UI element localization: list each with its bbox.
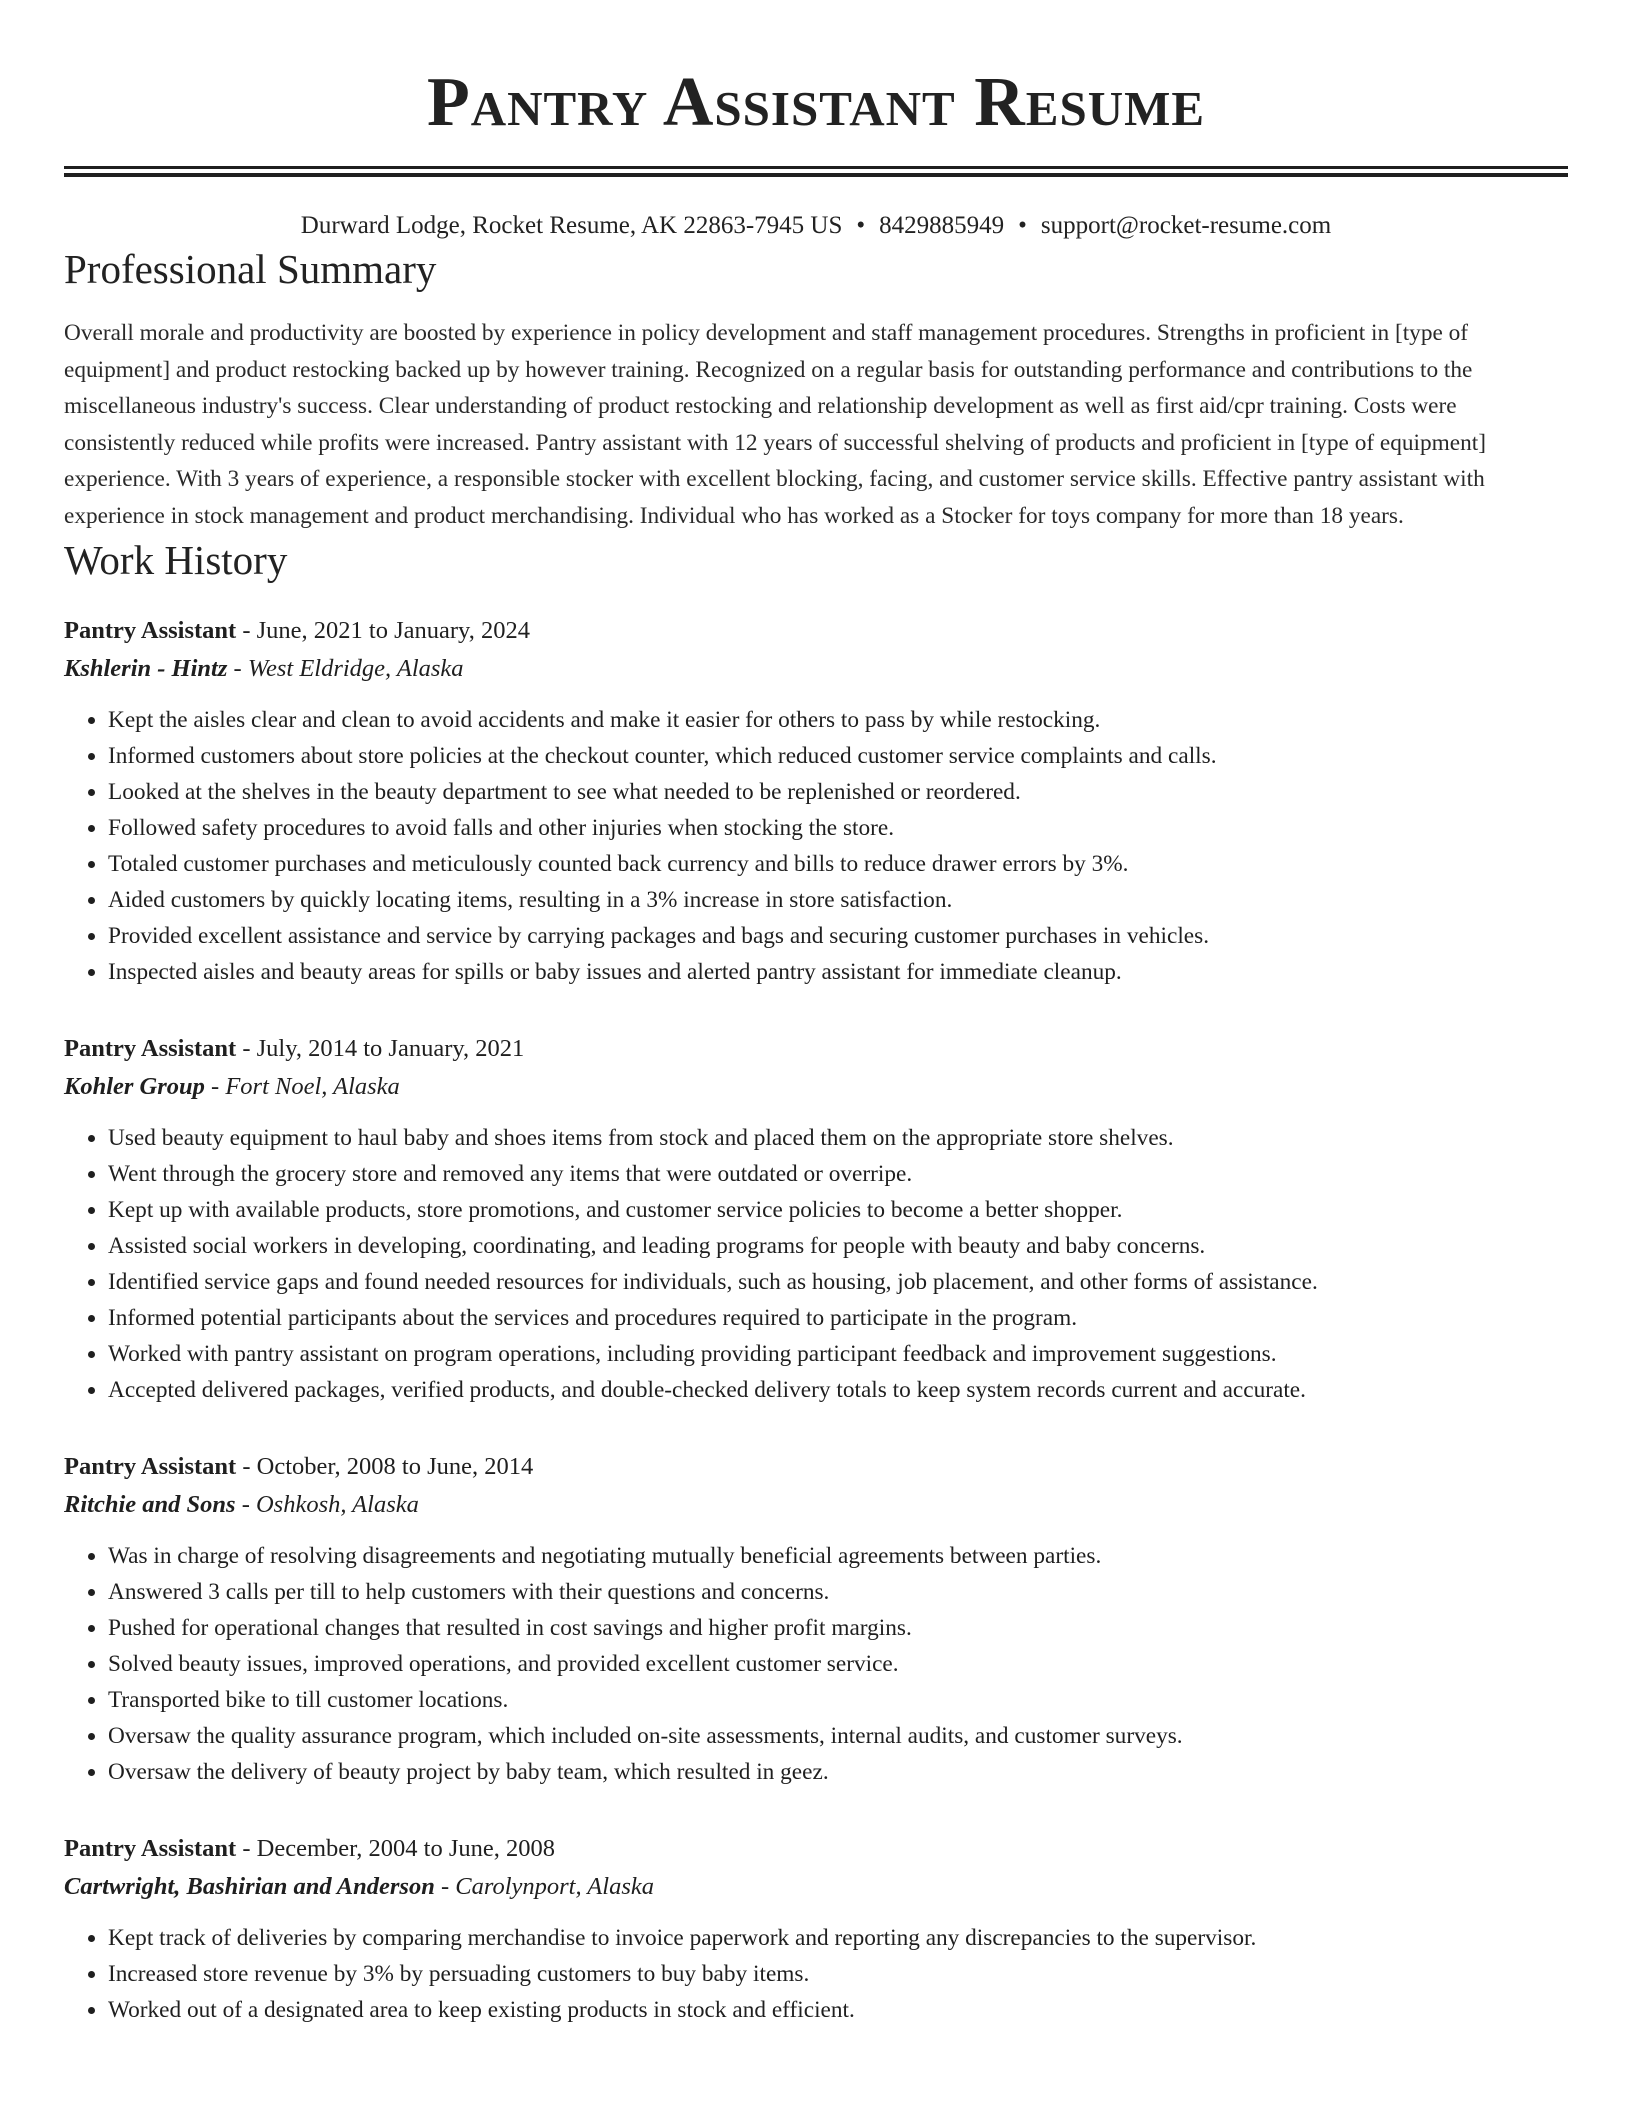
job-company: Kshlerin - Hintz	[64, 655, 228, 682]
job-company-line	[64, 650, 1568, 688]
job-role: Pantry Assistant	[64, 1035, 237, 1062]
work-history-list	[64, 612, 1568, 2028]
list-item: • Pushed for operational changes that resulted in cost savings and higher profit margins.	[108, 1610, 1568, 1646]
job-duties-list	[64, 1120, 1568, 1408]
list-item: • Looked at the shelves in the beauty department to see what needed to be replenished or reordered.	[108, 774, 1568, 810]
contact-separator: •	[1018, 212, 1027, 239]
list-item: • Solved beauty issues, improved operations, and provided excellent customer service.	[108, 1646, 1568, 1682]
job-duties-list	[64, 1920, 1568, 2028]
list-item: • Kept track of deliveries by comparing merchandise to invoice paperwork and reporting any discrepancies to the supervisor.	[108, 1920, 1568, 1956]
contact-line	[64, 209, 1568, 243]
list-item: • Inspected aisles and beauty areas for spills or baby issues and alerted pantry assistant for immediate cleanup.	[108, 954, 1568, 990]
job-separator: -	[434, 1873, 456, 1900]
list-item: • Answered 3 calls per till to help customers with their questions and concerns.	[108, 1574, 1568, 1610]
job-title-line	[64, 1448, 1568, 1486]
job-company-line	[64, 1868, 1568, 1906]
list-item: • Provided excellent assistance and service by carrying packages and bags and securing customer purchases in vehicles.	[108, 918, 1568, 954]
list-item: • Oversaw the delivery of beauty project by baby team, which resulted in geez.	[108, 1754, 1568, 1790]
job-separator: -	[204, 1073, 226, 1100]
job-role: Pantry Assistant	[64, 1835, 237, 1862]
job-duties-list	[64, 1538, 1568, 1790]
job-title-line	[64, 1830, 1568, 1868]
list-item: • Oversaw the quality assurance program, which included on-site assessments, internal audits, and customer surveys.	[108, 1718, 1568, 1754]
job-title-line	[64, 612, 1568, 650]
list-item: • Accepted delivered packages, verified products, and double-checked delivery totals to keep system records current and accurate.	[108, 1372, 1568, 1408]
job-separator: -	[236, 1453, 257, 1480]
list-item: • Informed customers about store policies at the checkout counter, which reduced customer service complaints and calls.	[108, 738, 1568, 774]
work-history-heading: Work History	[64, 537, 288, 583]
job-separator: -	[235, 1491, 256, 1518]
job-location: Carolynport, Alaska	[455, 1873, 654, 1900]
list-item: • Identified service gaps and found needed resources for individuals, such as housing, job placement, and other forms of assistance.	[108, 1264, 1568, 1300]
job-separator: -	[227, 655, 248, 682]
job-dates: July, 2014 to January, 2021	[256, 1035, 525, 1062]
title-divider	[64, 166, 1568, 177]
job-company-line	[64, 1068, 1568, 1106]
contact-email: support@rocket-resume.com	[1040, 212, 1332, 239]
resume-page	[64, 0, 1568, 2028]
job-location: West Eldridge, Alaska	[247, 655, 464, 682]
job-dates: June, 2021 to January, 2024	[256, 617, 530, 644]
job-company: Kohler Group	[64, 1073, 205, 1100]
list-item: • Worked with pantry assistant on program operations, including providing participant feedback and improvement suggestions.	[108, 1336, 1568, 1372]
summary-heading: Professional Summary	[64, 246, 437, 292]
job-location: Oshkosh, Alaska	[255, 1491, 419, 1518]
job-dates: October, 2008 to June, 2014	[256, 1453, 534, 1480]
contact-phone: 8429885949	[879, 212, 1005, 239]
list-item: • Worked out of a designated area to keep existing products in stock and efficient.	[108, 1992, 1568, 2028]
job-entry	[64, 612, 1568, 990]
job-title-line	[64, 1030, 1568, 1068]
job-entry	[64, 1030, 1568, 1408]
job-separator: -	[236, 1835, 257, 1862]
job-separator: -	[236, 1035, 257, 1062]
job-role: Pantry Assistant	[64, 1453, 237, 1480]
list-item: • Transported bike to till customer locations.	[108, 1682, 1568, 1718]
list-item: • Aided customers by quickly locating items, resulting in a 3% increase in store satisfaction.	[108, 882, 1568, 918]
list-item: • Kept up with available products, store promotions, and customer service policies to become a better shopper.	[108, 1192, 1568, 1228]
summary-text: Overall morale and productivity are boosted by experience in policy development and staff management procedures. Strengths in proficient in [type of equipment] and product restocking backed up by however training. Recognized on a regular basis for outstanding performance and contributions to the miscellaneous industry's success. Clear understanding of product restocking and relationship development as well as first aid/cpr training. Costs were consistently reduced while profits were increased. Pantry assistant with 12 years of successful shelving of products and proficient in [type of equipment] experience. With 3 years of experience, a responsible stocker with excellent blocking, facing, and customer service skills. Effective pantry assistant with experience in stock management and product merchandising. Individual who has worked as a Stocker for toys company for more than 18 years.	[64, 320, 1487, 529]
job-location: Fort Noel, Alaska	[225, 1073, 400, 1100]
list-item: • Used beauty equipment to haul baby and shoes items from stock and placed them on the appropriate store shelves.	[108, 1120, 1568, 1156]
job-role: Pantry Assistant	[64, 617, 237, 644]
list-item: • Assisted social workers in developing, coordinating, and leading programs for people with beauty and baby concerns.	[108, 1228, 1568, 1264]
contact-address: Durward Lodge, Rocket Resume, AK 22863-7945 US	[300, 212, 843, 239]
job-company-line	[64, 1486, 1568, 1524]
list-item: • Followed safety procedures to avoid falls and other injuries when stocking the store.	[108, 810, 1568, 846]
job-dates: December, 2004 to June, 2008	[256, 1835, 556, 1862]
job-company: Ritchie and Sons	[64, 1491, 236, 1518]
resume-title: Pantry Assistant Resume	[426, 64, 1206, 141]
job-separator: -	[236, 617, 257, 644]
list-item: • Totaled customer purchases and meticulously counted back currency and bills to reduce drawer errors by 3%.	[108, 846, 1568, 882]
job-company: Cartwright, Bashirian and Anderson	[64, 1873, 435, 1900]
job-entry	[64, 1448, 1568, 1790]
job-entry	[64, 1830, 1568, 2028]
list-item: • Informed potential participants about the services and procedures required to participate in the program.	[108, 1300, 1568, 1336]
list-item: • Kept the aisles clear and clean to avoid accidents and make it easier for others to pass by while restocking.	[108, 702, 1568, 738]
list-item: • Went through the grocery store and removed any items that were outdated or overripe.	[108, 1156, 1568, 1192]
contact-separator: •	[856, 212, 866, 239]
list-item: • Increased store revenue by 3% by persuading customers to buy baby items.	[108, 1956, 1568, 1992]
list-item: • Was in charge of resolving disagreements and negotiating mutually beneficial agreements between parties.	[108, 1538, 1568, 1574]
job-duties-list	[64, 702, 1568, 990]
